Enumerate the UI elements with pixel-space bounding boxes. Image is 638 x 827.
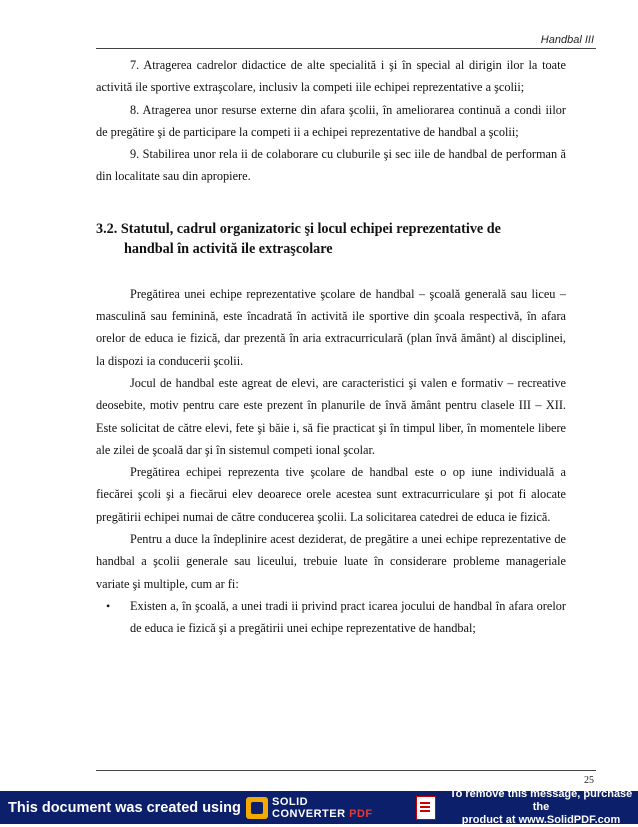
- body-paragraph: Pregătirea echipei reprezenta tive şcolare de handbal este o op iune individuală a fiecărei şcoli şi a fiecărui elev deoarece orele acestea sunt extracurriculare şi pot fi alocate pregătirii echipei numai de către conducerea şcolii. La solicitarea catedrei de educa ie fizică.: [96, 465, 566, 524]
- paragraph-8: 8. Atragerea unor resurse externe din afara şcolii, în ameliorarea continuă a condi iilor de pregătire şi de participare la competi ii a echipei reprezentative de handbal a şcolii;: [96, 102, 566, 139]
- section-heading-line1: 3.2. Statutul, cadrul organizatoric şi locul echipei reprezentative de: [96, 220, 501, 237]
- logo-icon: [246, 797, 268, 819]
- solid-converter-logo[interactable]: [246, 794, 416, 822]
- section-heading-line2: handbal în activită ile extraşcolare: [124, 240, 333, 257]
- banner-left-text: This document was created using: [8, 799, 241, 816]
- banner-purchase-link[interactable]: [444, 788, 638, 827]
- paragraph-9: 9. Stabilirea unor rela ii de colaborare cu cluburile şi sec iile de handbal de performan ă din localitate sau din apropiere.: [96, 147, 566, 184]
- paragraph-7: 7. Atragerea cadrelor didactice de alte specialită i şi în special al dirigin ilor la toate activită ile sportive extraşcolare, inclusiv la competi iile echipei reprezentative a şcolii;: [96, 58, 566, 95]
- spacer: [96, 188, 566, 219]
- footer-rule: [96, 770, 596, 771]
- logo-line1: SOLID: [272, 795, 309, 808]
- logo-line2-a: CONVERTER: [272, 807, 350, 820]
- logo-line2: [272, 808, 373, 820]
- converter-banner[interactable]: [0, 788, 638, 826]
- page-number: 25: [584, 775, 594, 786]
- running-header: Handbal III: [540, 34, 594, 46]
- body-paragraph: Pregătirea unei echipe reprezentative şcolare de handbal – şcoală generală sau liceu – masculină sau feminină, este încadrată în activită ile sportive din şcoala respectivă, în afara orelor de educa ie fizică, dar prezentă în aria extracurriculară (plan învă ământ) al disciplinei, la dispozi ia conducerii şcolii.: [96, 286, 566, 368]
- banner-right-line1: To remove this message, purchase the: [449, 788, 633, 813]
- section-heading: [96, 219, 566, 259]
- logo-line2-b: PDF: [349, 807, 373, 820]
- page-content: [96, 54, 566, 640]
- document-icon: [416, 796, 436, 820]
- header-rule: [96, 48, 596, 49]
- logo-text: [272, 796, 373, 820]
- body-paragraph: Jocul de handbal este agreat de elevi, are caracteristici şi valen e formativ – recreative deosebite, motiv pentru care este prezent în planurile de învă ământ pentru clasele III – XII. Este solicitat de către elevi, fete şi băie i, să fie practicat şi în timpul liber, în momentele libere ale zilei de şcoală dar şi în sistemul competi ional şcolar.: [96, 375, 566, 457]
- bullet-marker: •: [106, 598, 111, 613]
- bullet-item: [96, 595, 566, 640]
- body-paragraph: Pentru a duce la îndeplinire acest deziderat, de pregătire a unei echipe reprezentative de handbal a şcolii generale sau liceului, trebuie luate în considerare probleme manageriale variate şi multiple, cum ar fi:: [96, 532, 566, 591]
- banner-right-line2: product at www.SolidPDF.com: [461, 814, 621, 826]
- bullet-text: Existen a, în şcoală, a unei tradi ii privind pract icarea jocului de handbal în afara orelor de educa ie fizică şi a pregătirii unei echipe reprezentative de handbal;: [130, 598, 566, 636]
